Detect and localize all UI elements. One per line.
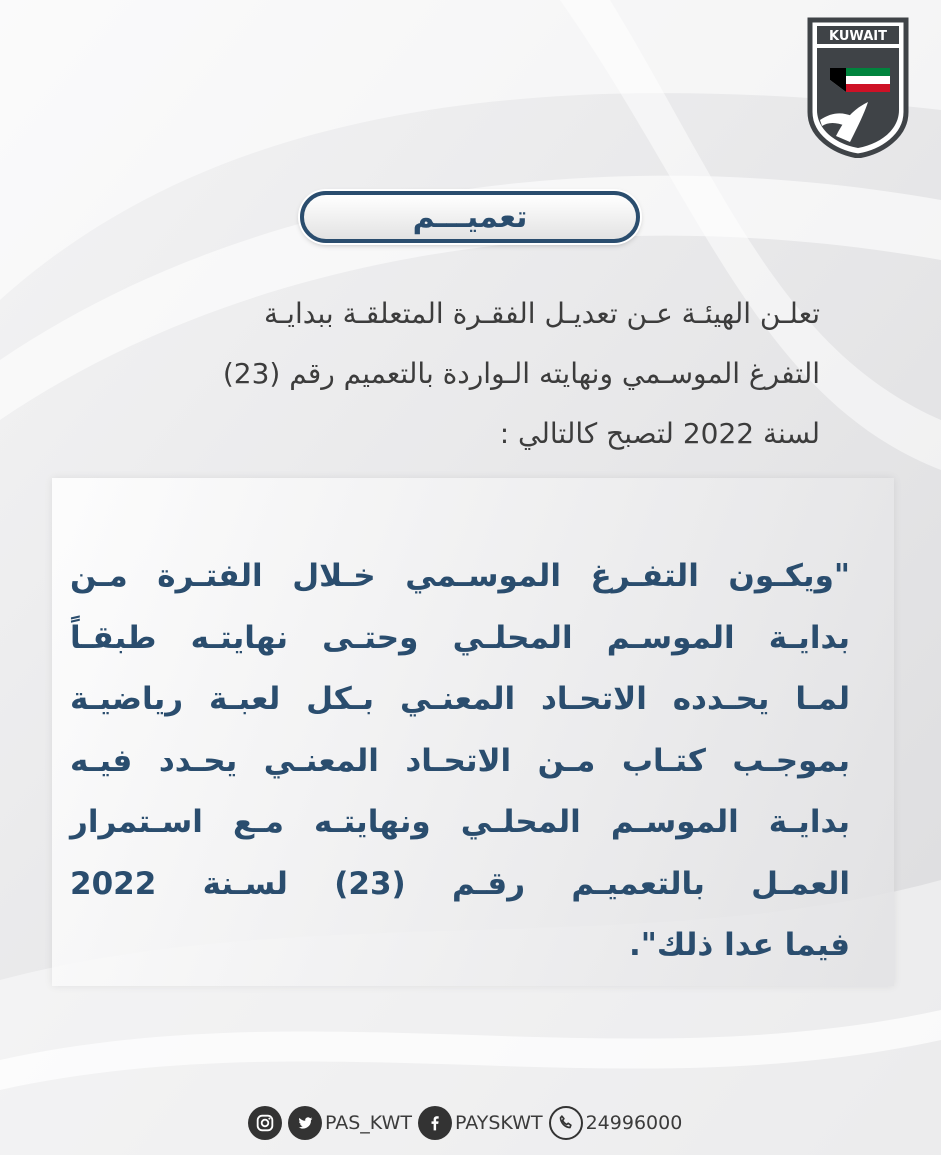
title-banner (300, 191, 640, 243)
intro-paragraph (120, 284, 820, 464)
phone-number[interactable]: 24996000 (585, 1112, 683, 1134)
phone-icon[interactable] (549, 1106, 583, 1140)
quote-line: "ويكـون التفـرغ الموسـمي خـلال الفتـرة مـن (70, 558, 850, 594)
quote-line: بموجـب كتـاب مـن الاتحـاد المعنـي يحـدد فيـه (70, 742, 850, 779)
intro-line: لسنة 2022 لتصبح كالتالي : (499, 417, 820, 450)
facebook-handle[interactable]: PAYSKWT (454, 1112, 543, 1134)
instagram-icon[interactable] (248, 1106, 282, 1140)
logo-text: KUWAIT (829, 29, 887, 44)
twitter-handle[interactable]: PAS_KWT (325, 1112, 412, 1134)
quote-line: العمـل بالتعميـم رقـم (23) لسـنة 2022 (70, 865, 850, 902)
title-text: تعميـــم (412, 199, 528, 235)
intro-line: التفرغ الموسـمي ونهايته الـواردة بالتعميم رقم (23) (222, 357, 820, 390)
quote-line: فيما عدا ذلك". (628, 927, 850, 963)
twitter-icon[interactable] (288, 1106, 322, 1140)
facebook-icon[interactable] (418, 1106, 452, 1140)
quote-line: لمـا يحـدده الاتحـاد المعنـي بـكل لعبـة رياضيـة (70, 681, 850, 717)
kuwait-sports-logo (806, 16, 910, 158)
intro-line: تعلـن الهيئـة عـن تعديـل الفقـرة المتعلقـة ببدايـة (263, 297, 820, 330)
quote-paragraph (70, 546, 850, 977)
shield-logo-icon (806, 16, 910, 158)
contact-footer (248, 1101, 708, 1145)
quote-line: بدايـة الموسـم المحلـي ونهايتـه مـع اسـتمرار (70, 804, 850, 840)
quote-line: بدايـة الموسـم المحلـي وحتـى نهايتـه طبقـاً (70, 619, 850, 656)
